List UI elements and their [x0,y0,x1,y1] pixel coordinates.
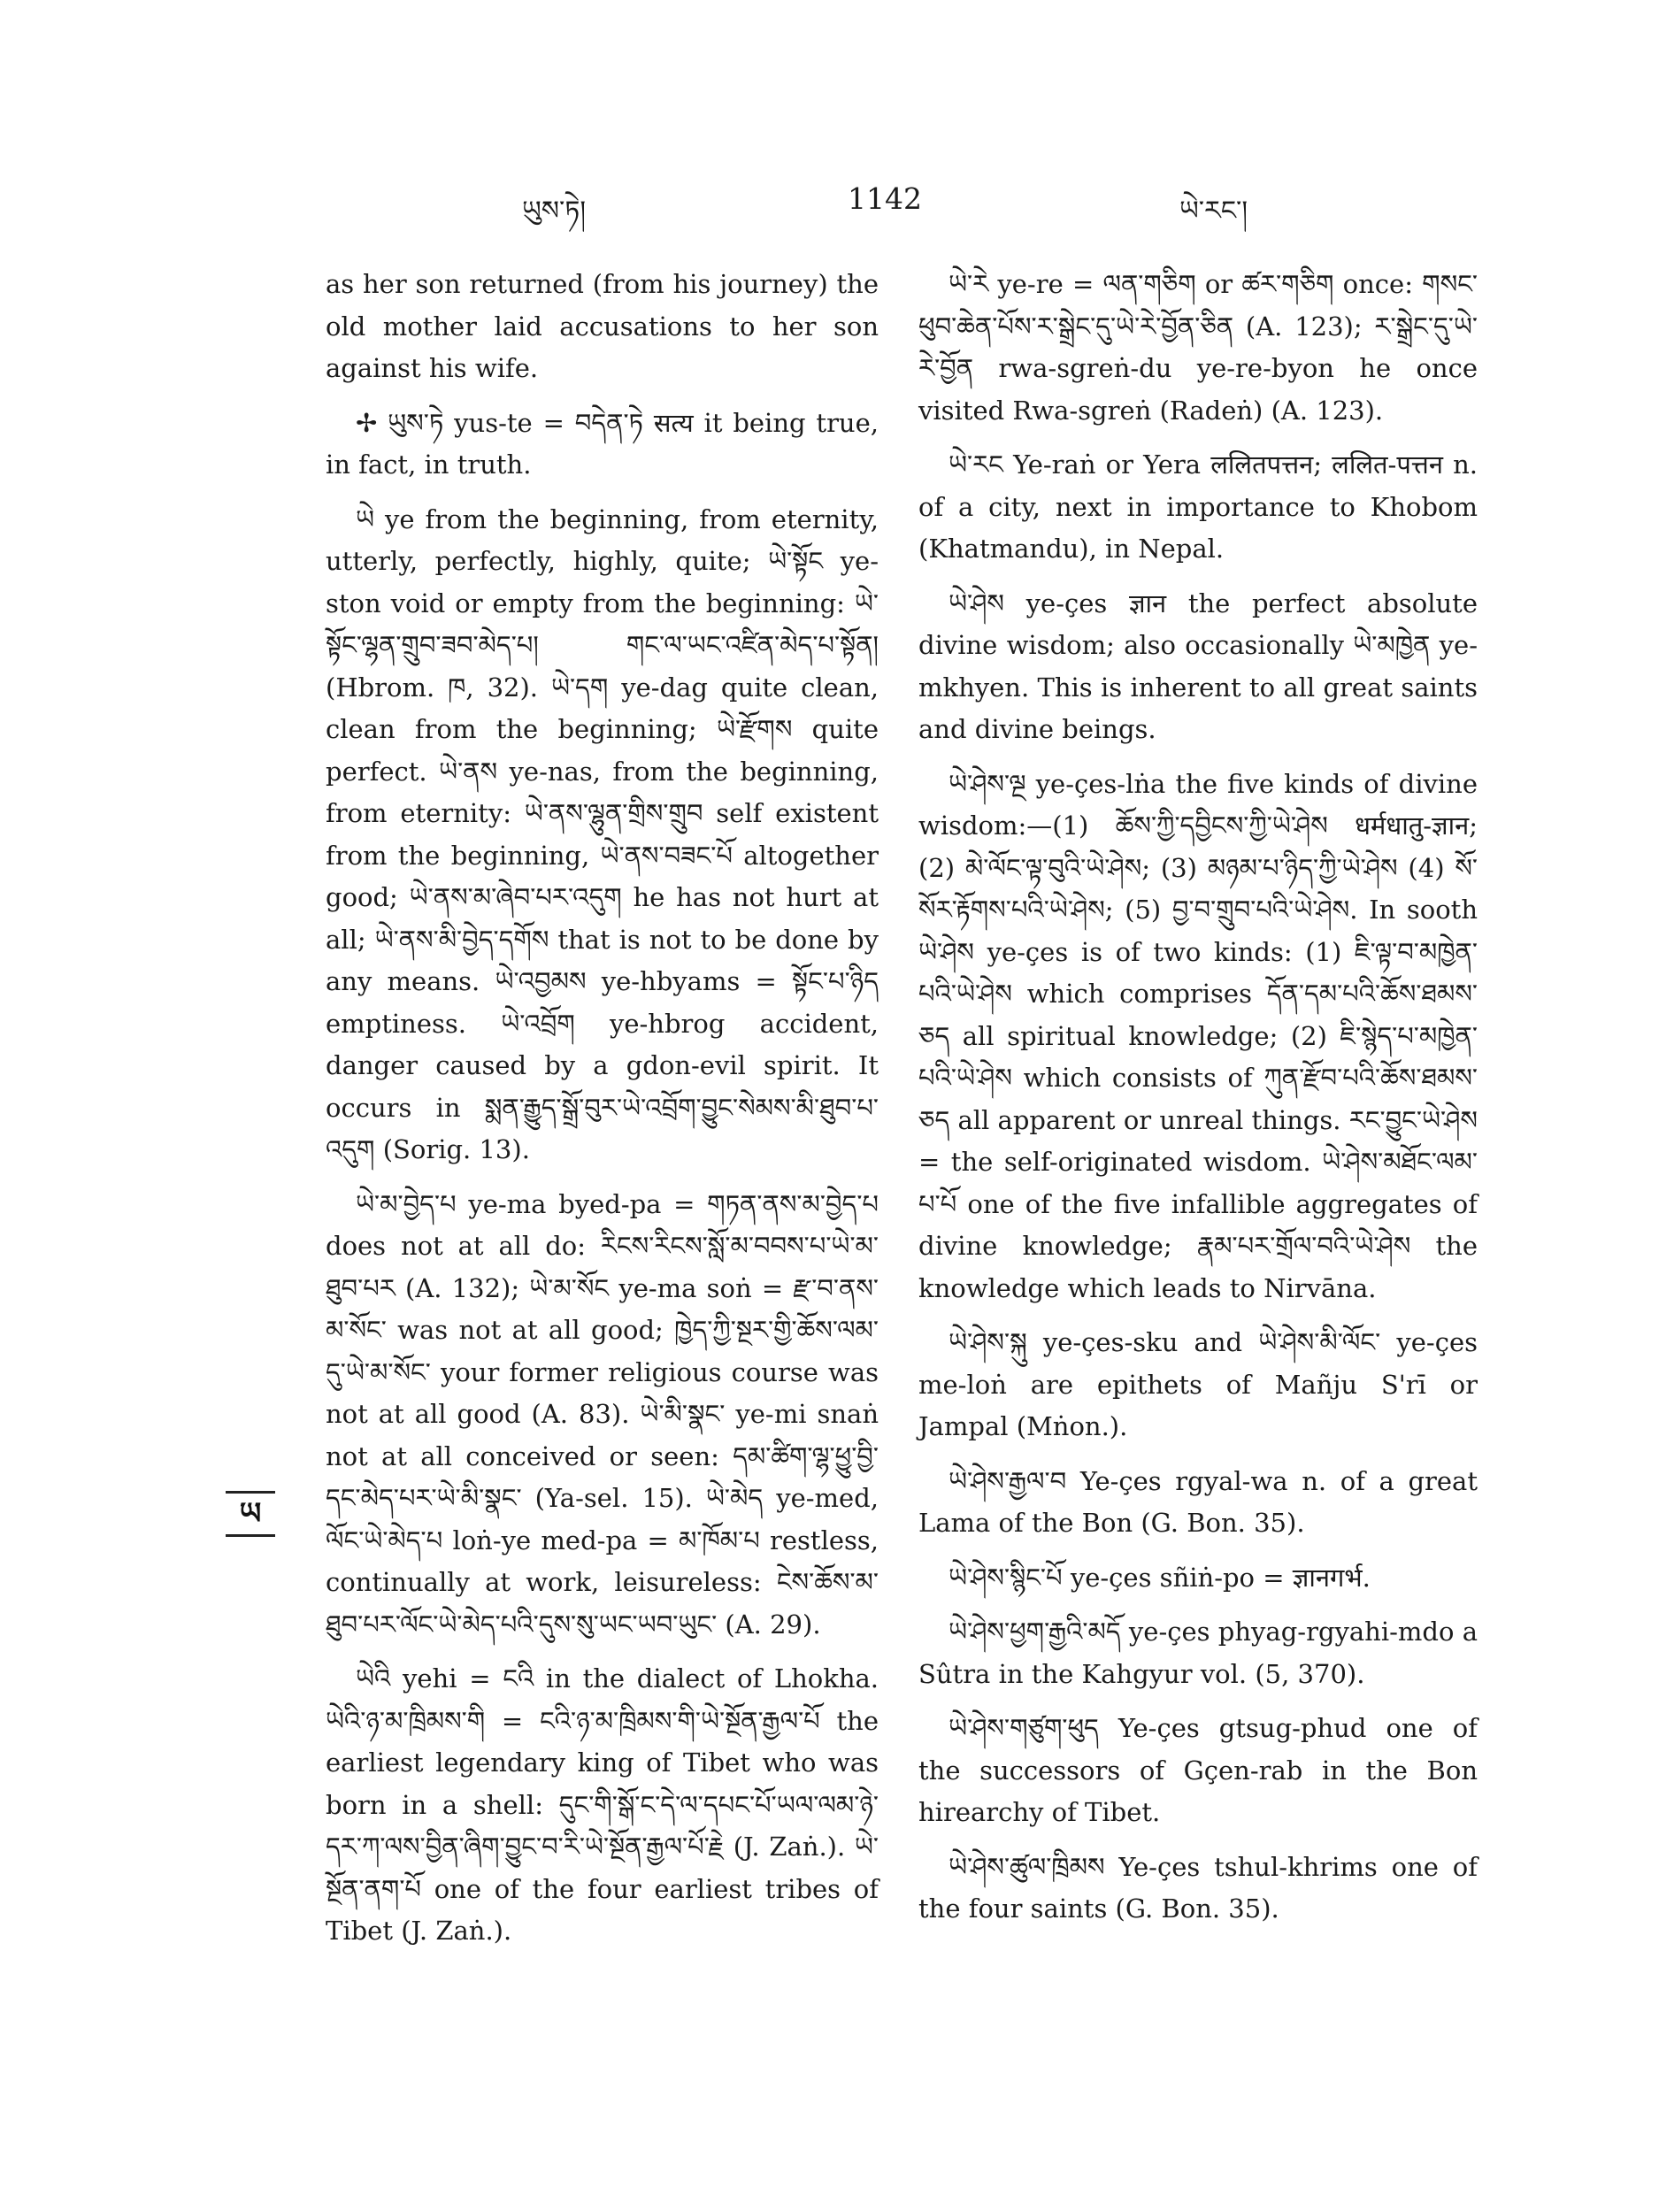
entry-ye: ཡེ ye from the beginning, from eternity, utterly, perfectly, highly, quite; ཡེ་སྟོང ye-ston void or empty from the beginning: ཡེ་སྟོང་ལྷན་གྲུབ་ཟབ་མེད་པ། གང་ལ་ཡང་འཛིན་མེད་པ་སྟོན། (Hbrom. ཁ, 32). ཡེ་དག ye-dag quite clean, clean from the beginning; ཡེ་རྫོགས quite perfect. ཡེ་ནས ye-nas, from the beginning, from eternity: ཡེ་ནས་ལྷུན་གྲིས་གྲུབ self existent from the beginning, ཡེ་ནས་བཟང་པོ altogether good; ཡེ་ནས་མ་ཞེབ་པར་འདུག he has not hurt at all; ཡེ་ནས་མི་བྱེད་དགོས that is not to be done by any means. ཡེ་འབྱམས ye-hbyams = སྟོང་པ་ཉིད emptiness. ཡེ་འབྲོག ye-hbrog accident, danger caused by a gdon-evil spirit. It occurs in སྨན་རྒྱུད་སྒྲོ་བུར་ཡེ་འབྲོག་བྱུང་སེམས་མི་ཐུབ་པ་འདུག (Sorig. 13). [326,503,879,1164]
entry-ye-ces-gtsug-phud: ཡེ་ཤེས་གཙུག་ཕུད Ye-çes gtsug-phud one of the successors of Gçen-rab in the Bon hirearchy of Tibet. [918,1713,1478,1827]
entry-ye-re: ཡེ་རེ ye-re = ལན་གཅིག or ཚར་གཅིག once: གསང་ཕུབ་ཆེན་པོས་ར་སྒྲེང་དུ་ཡེ་རེ་བྱོན་ཅིན (A. 123); ར་སྒྲེང་དུ་ཡེ་རེ་བྱོན rwa-sgreṅ-du ye-re-byon he once visited Rwa-sgreṅ (Radeṅ) (A. 123). [918,269,1478,426]
right-column [918,264,1478,1943]
left-column [326,264,879,1965]
entry-ye-ces-rgyal-wa: ཡེ་ཤེས་རྒྱལ་བ Ye-çes rgyal-wa n. of a great Lama of the Bon (G. Bon. 35). [918,1465,1478,1538]
entry-continuation: as her son returned (from his journey) the old mother laid accusations to her son against his wife. [326,269,879,383]
page-number: 1142 [848,181,922,216]
running-header [495,181,1274,234]
entry-ye-ces-lna: ཡེ་ཤེས་ལྔ ye-çes-lṅa the five kinds of divine wisdom:—(1) ཆོས་ཀྱི་དབྱིངས་ཀྱི་ཡེ་ཤེས धर्मधातु-ज्ञान; (2) མེ་ལོང་ལྟ་བུའི་ཡེ་ཤེས; (3) མཉམ་པ་ཉིད་ཀྱི་ཡེ་ཤེས (4) སོ་སོར་རྟོགས་པའི་ཡེ་ཤེས; (5) བྱ་བ་གྲུབ་པའི་ཡེ་ཤེས. In sooth ཡེ་ཤེས ye-çes is of two kinds: (1) ཇི་ལྟ་བ་མཁྱེན་པའི་ཡེ་ཤེས which comprises དོན་དམ་པའི་ཆོས་ཐམས་ཅད all spiritual knowledge; (2) ཇི་སྙེད་པ་མཁྱེན་པའི་ཡེ་ཤེས which consists of ཀུན་རྫོབ་པའི་ཆོས་ཐམས་ཅད all apparent or unreal things. རང་བྱུང་ཡེ་ཤེས = the self-originated wisdom. ཡེ་ཤེས་མཐོང་ལམ་པ་པོ one of the five infallible aggregates of divine knowledge; རྣམ་པར་གྲོལ་བའི་ཡེ་ཤེས the knowledge which leads to Nirvāna. [918,768,1478,1303]
entry-ye-ma-byed-pa: ཡེ་མ་བྱེད་པ ye-ma byed-pa = གཏན་ནས་མ་བྱེད་པ does not at all do: རིངས་རིངས་སློ་མ་བབས་པ་ཡེ་མ་ཐུབ་པར (A. 132); ཡེ་མ་སོང ye-ma soṅ = རྫ་བ་ནས་མ་སོང་ was not at all good; ཁྱེད་ཀྱི་སྔར་གྱི་ཆོས་ལམ་དུ་ཡེ་མ་སོང་ your former religious course was not at all good (A. 83). ཡེ་མི་སྣང་ ye-mi snaṅ not at all conceived or seen: དམ་ཚིག་ལྷ་ཕྱུ་བྱི་དང་མེད་པར་ཡེ་མི་སྣང་ (Ya-sel. 15). ཡེ་མེད ye-med, ལོང་ཡེ་མེད་པ loṅ-ye med-pa = མ་ཁོམ་པ restless, continually at work, leisureless: ངེས་ཆོས་མ་ཐུབ་པར་ལོང་ཡེ་མེད་པའི་དུས་སུ་ཡང་ཡབ་ཡུང་ (A. 29). [326,1188,879,1640]
margin-letter-mark: ཡ [226,1491,275,1537]
entry-ye-ces-snin-po: ཡེ་ཤེས་སྙིང་པོ ye-çes sñiṅ-po = ज्ञानगर्भ. [949,1562,1371,1593]
header-left-headword: ཡུས་ཏེ། [522,196,586,227]
entry-yus-te: ✢ ཡུས་ཏེ yus-te = བདེན་ཏེ सत्य it being true, in fact, in truth. [326,407,879,480]
header-right-headword: ཡེ་རང་། [1179,196,1248,227]
entry-ye-ces-phyag-rgyahi-mdo: ཡེ་ཤེས་ཕྱག་རྒྱའི་མདོ ye-çes phyag-rgyahi-mdo a Sûtra in the Kahgyur vol. (5, 370). [918,1617,1478,1689]
entry-ye-ces: ཡེ་ཤེས ye-çes ज्ञान the perfect absolute divine wisdom; also occasionally ཡེ་མཁྱེན ye-mkhyen. This is inherent to all great saints and divine beings. [918,588,1478,744]
entry-ye-ran: ཡེ་རང Ye-raṅ or Yera ललितपत्तन; ललित-पत्तन n. of a city, next in importance to Khobom (Khatmandu), in Nepal. [918,449,1478,564]
entry-ye-ces-tshul-khrims: ཡེ་ཤེས་ཚུལ་ཁྲིམས Ye-çes tshul-khrims one of the four saints (G. Bon. 35). [918,1851,1478,1924]
entry-yehi: ཡེའི yehi = ངའི in the dialect of Lhokha. ཡེའི་ཉ་མ་ཁྲིམས་གི = ངའི་ཉ་མ་ཁྲིམས་གི་ཡེ་སྔོན་རྒྱལ་པོ the earliest legendary king of Tibet who was born in a shell: དུང་གི་སྒོ་ང་དེ་ལ་དཔང་པོ་ཡལ་ལམ་ཉེ་དར་ཀ་ལས་བྱིན་ཞིག་བྱུང་བ་རི་ཡེ་སྔོན་རྒྱལ་པོ་རྗེ (J. Zaṅ.). ཡེ་སྔོན་ནག་པོ one of the four earliest tribes of Tibet (J. Zaṅ.). [326,1663,879,1946]
entry-ye-ces-sku: ཡེ་ཤེས་སྐུ ye-çes-sku and ཡེ་ཤེས་མི་ལོང་ ye-çes me-loṅ are epithets of Mañju S'rī or Jampal (Mṅon.). [918,1327,1478,1441]
